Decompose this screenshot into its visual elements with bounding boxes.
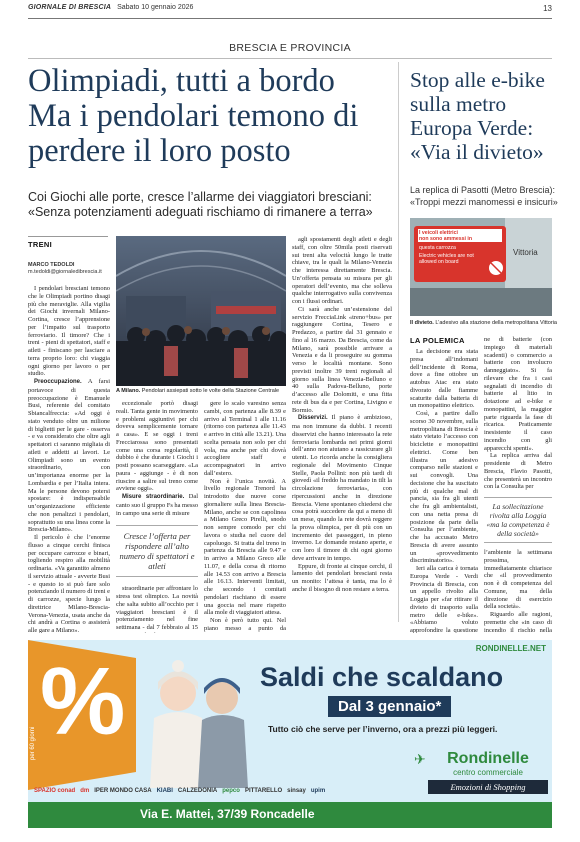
pull-quote: Cresce l’offerta per rispondere all’alto numero di spettatori e atleti [116, 525, 198, 577]
side-photo-caption: Il divieto. L’adesivo alla stazione della metropolitana Vittoria [410, 320, 557, 326]
advertisement [28, 640, 552, 828]
side-column-1 [410, 348, 478, 633]
paragraph: Non è però tutto qui. Nel piano messo a punto da [204, 617, 286, 632]
author-name: MARCO TEDOLDI [28, 262, 75, 268]
paragraph: Disservizi. Il piano è ambizioso, ma non immune da dubbi. I recenti disservizi che hanno interessato la rete ferroviaria lombarda nei primi giorni dell’anno non aiutano a rassicurare gli utenti. Lo ricorda anche la consigliera regionale del Movimento Cinque Stelle, Paola Pollini: non più tardi di giovedì «il freddo ha mandato in tilt la circolazione ferroviaria», con ripercussioni anche in direzione Brescia. Viene spontaneo chiedersi che cosa potrà succedere da qui a meno di un mese, quando la rete dovrà reggere la prova olimpica, per di più con un incremento dei passeggeri, in pieno inverno. Le domande restano aperte, e con loro il timore di chi ogni giorno deve arrivare in tempo. [292, 414, 392, 562]
brand-slogan: Emozioni di Shopping [428, 780, 548, 794]
paragraph: Preoccupazione. A farsi portavoce di questa preoccupazione è Emanuele Busi, referente del comitato Sbiancalfreccia: «Ad oggi è stato venduto oltre un milione di biglietti per le gare - osserva - e va considerato che oltre agli spettatori ci saranno migliaia di atleti e addetti ai lavori. Le Olimpiadi sono un evento straordinario, con un’importanza enorme per la Lombardia e per l’Italia intera. Ma le persone devono potersi spostare: è indispensabile un’organizzazione efficiente che non penalizzi i pendolari, soprattutto su una linea come la Brescia-Milano». [28, 378, 110, 534]
main-photo-caption: A Milano. Pendolari assiepati sotto le volte della Stazione Centrale [116, 388, 280, 394]
train-station-photo [116, 236, 286, 386]
paragraph: Così, a partire dallo scorso 30 novembre, sulla metropolitana di Brescia è stato vietato l’accesso con biciclette e monopattini elettrici. Come ben illustra un adesivo comparso nelle stazioni e sui convogli. Una decisione che ha suscitato più di qualche mal di pancia, sia fra gli utenti che fra gli ambientalisti, con una netta presa di posizione da parte della Consulta per l’ambiente, che ha accusato Metro Brescia di avere assunto un «provvedimento discriminatorio». [410, 410, 478, 565]
logo: sinsay [287, 788, 306, 794]
paragraph: l’ambiente la settimana prossima, immediatamente chiarisce che «il provvedimento non è di competenza del Comune, ma della direzione di esercizio della società». [484, 549, 552, 611]
paragraph: Misure straordinarie. Dal canto suo il gruppo Fs ha messo in campo una serie di misure [116, 493, 198, 517]
paragraph: Eppure, di fronte ai cinque cerchi, il lamento dei pendolari bresciani resta un monito: l’attesa è tanta, ma lo è anche il bisogno di non restare a terra. [292, 562, 392, 593]
paragraph: Ci sarà anche un’estensione del servizio FrecciaLink «treno+bus» per raggiungere Cortina, Tesero e Predazzo, a partire dal 31 gennaio e fino al 16 marzo. Da Brescia, come da Milano, sarà possibile arrivare a Venezia e da li proseguire su gomma verso le località montane. Sono previsti inoltre 39 treni regionali al giorno sulla linea Venezia-Belluno e 40 sulla Padova-Belluno, porte d’accesso alle Dolomiti, e una fitta rete di bus da e per Cortina, Livigno e Bormio. [292, 305, 392, 414]
ad-headline: Saldi che scaldano [260, 662, 504, 692]
main-column-1 [28, 285, 110, 633]
logo: SPAZIO conad [34, 788, 76, 794]
percent-icon: % [40, 648, 126, 755]
paragraph: eccezionale portò disagi reali. Tanta gente in movimento e problemi aggiuntivi per chi doveva semplicemente tornare a casa». E se oggi i treni Frecciarossa sono presentati come una corsa regolarità, il dubbio è che durante i Giochi i posti possano scarseggiare. «La paura - aggiunge - è di non riuscire a salire sul treno come avviene oggi». [116, 400, 198, 493]
paragraph: Riguardo alle ragioni, premette che «in caso di incendio il rischio nella [484, 611, 552, 633]
logo: KIABI [156, 788, 173, 794]
side-headline: Stop alle e-bike sulla metro Europa Verde: «Via il divieto» [410, 68, 545, 164]
section-title: BRESCIA E PROVINCIA [229, 42, 351, 54]
side-tag: LA POLEMICA [410, 336, 465, 345]
main-headline: Olimpiadi, tutti a bordo Ma i pendolari temono di perdere il loro posto [28, 63, 359, 169]
page-number: 13 [543, 4, 552, 13]
subhead: Disservizi. [298, 415, 328, 422]
models-illustration [140, 658, 250, 788]
side-kicker: La replica di Pasotti (Metro Brescia): «Troppi mezzi manomessi e insicuri» [410, 185, 558, 207]
paragraph: I pendolari bresciani temono che le Olimpiadi portino disagi più che meraviglie. Alla vigilia dei Giochi invernali Milano-Cortina, cresce l’apprensione per l’impatto sul trasporto ferroviario. Il timore? Che i treni - pieni di spettatori, staff e atleti - finiscano per lasciare a terra proprio loro: chi viaggia ogni giorno per lavoro o per studio. [28, 285, 110, 378]
logo: dm [80, 788, 90, 794]
logo: IPER MONDO CASA [94, 788, 152, 794]
paragraph: Ieri alla carica è tornata Europa Verde - Verdi Provincia di Brescia, con un appello rivolto alla Loggia per «far ritirare il divieto di trasporto sulla metro delle e-bike». «Abbiamo voluto approfondire la questione [410, 565, 478, 633]
brand-sub: centro commerciale [453, 768, 523, 777]
brand-name: Rondinelle [447, 750, 529, 767]
subhead: Misure straordinarie. [122, 494, 185, 500]
paragraph: agli spostamenti degli atleti e degli staff, con oltre 50mila posti riservati sui treni alta velocità lungo le tratte chiave, tra le quali la Milano-Venezia che interessa direttamente Brescia. Un’offerta pensata su misura per gli operatori dell’evento, ma che solleva qualche interrogativo sulla convivenza con i flussi ordinari. [292, 236, 392, 305]
paragraph: ne di batterie (con impiego di materiali scadenti) o commercio a batterie con involucro danneggiato». Si fa rilevare che fra i casi segnalati di incendio di batterie al litio in dotazione ad e-bike e monopattini, la maggior parte riguarda la fase di ricarica. Praticamente inesistente il caso incendio con gli apparecchi spenti». [484, 336, 552, 452]
subhead: Preoccupazione. [34, 379, 82, 385]
logo: PITTARELLO [244, 788, 283, 794]
ad-website: RONDINELLE.NET [475, 644, 546, 653]
paper-name: GIORNALE DI BRESCIA [28, 4, 112, 11]
main-column-4 [292, 236, 392, 633]
side-column-2 [484, 336, 552, 633]
station-name: Vittoria [513, 248, 538, 257]
logo: pepco [222, 788, 240, 794]
main-kicker: Coi Giochi alle porte, cresce l’allarme dei viaggiatori bresciani: «Senza potenziamenti adeguati rischiamo di rimanere a terra» [28, 190, 373, 219]
paragraph: gere lo scalo varesino senza cambi, con partenza alle 8.39 e arrivo al Terminal 1 alle 11.16 (ritorno con partenza alle 11.43 e arrivo in città alle 13.21). Una scelta pensata non solo per chi vola, ma anche per chi dovrà accogliere staff e accompagnatori in arrivo dall’estero. [204, 400, 286, 477]
paragraph: La replica arriva dal presidente di Metro Brescia, Flavio Pasotti, che presenterà un incontro con la Consulta per [484, 452, 552, 491]
side-photo [410, 218, 552, 316]
section-rule [28, 58, 552, 59]
author-email: m.tedoldi@giornaledibrescia.it [28, 269, 102, 275]
masthead-rule [28, 18, 552, 19]
main-photo [116, 236, 286, 386]
main-column-2 [116, 400, 198, 633]
paragraph: La decisione era stata presa all’indomani dell’incidente di Roma, dove a fine ottobre un autobus Atac era stato divorato dalle fiamme scaturite dalla batteria di un monopattino elettrico. [410, 348, 478, 410]
ad-address: Via E. Mattei, 37/39 Roncadelle [140, 807, 315, 821]
main-tag-rule [28, 236, 108, 237]
byline [28, 262, 108, 276]
side-divider [398, 62, 399, 622]
ad-badge-text: per 60 giorni [30, 726, 36, 760]
partner-logos [34, 788, 424, 794]
paragraph: straordinarie per affrontare lo stress test olimpico. La novità che salta subito all’occhio per i viaggiatori bresciani è il potenziamento nel fine settimana - dal 7 febbraio al 15 [116, 585, 198, 631]
issue-date: Sabato 10 gennaio 2026 [117, 4, 194, 11]
ad-subhead: Dal 3 gennaio* [328, 696, 451, 717]
main-column-3 [204, 400, 286, 633]
paragraph: Il pericolo è che l’enorme flusso a cinque cerchi finisca per occupare carrozze e binari, togliendo respiro alla mobilità ordinaria. «Va garantito almeno il servizio attuale - avverte Busi - e questo io si può fare solo potenziando il numero di treni e di carrozze, specie lungo la direttrice Milano-Brescia-Verona-Venezia, usata anche da chi andrà a Cortina o assisterà alle gare a Milano». [28, 534, 110, 633]
swallow-icon: ✈ [414, 753, 426, 768]
sticker-text-2: questa carrozza Electric vehicles are not allowed on board [419, 245, 474, 265]
ad-brand [414, 750, 548, 794]
masthead [28, 4, 552, 18]
paragraph: Non è l’unica novità. A livello regionale Trenord ha introdotto due nuove corse giornaliere sulla linea Brescia-Milano, anche se con capolinea a Milano Greco Pirelli, snodo non sempre comodo per chi lavora o studia nel cuore del capoluogo. Si tratta del treno in partenza da Brescia alle 9.47 e in arrivo a Milano Greco alle 11.07, e della corsa di ritorno alle 14.53 con arrivo a Brescia alle 16.13. Interventi limitati, che secondo i comitati pendolari rischiano di essere una goccia nel mare rispetto alla mole di viaggiatori attesa. [204, 477, 286, 617]
logo: CALZEDONIA [177, 788, 218, 794]
ad-tagline: Tutto ciò che serve per l’inverno, ora a prezzi più leggeri. [268, 724, 498, 734]
main-tag: TRENI [28, 240, 52, 249]
logo: upim [310, 788, 326, 794]
sticker-text: I veicoli elettrici non sono ammessi in [419, 230, 473, 242]
side-pull-quote: La sollecitazione rivolta alla Loggia «ma la competenza è della società» [484, 497, 552, 543]
